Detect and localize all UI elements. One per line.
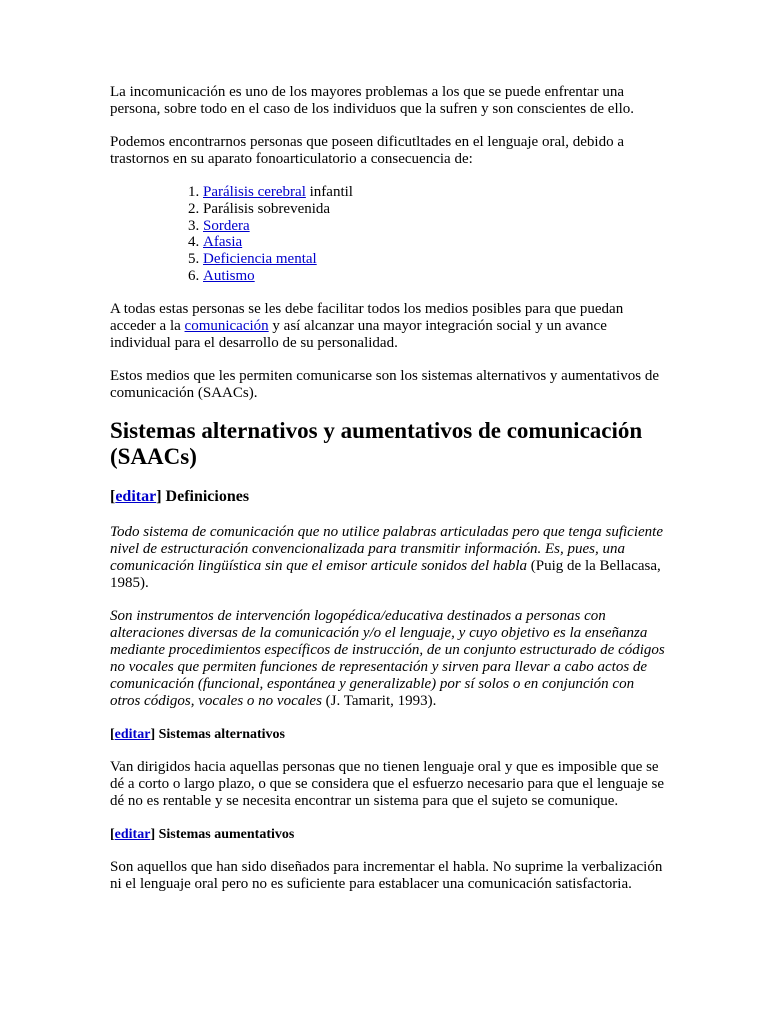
- intro-paragraph-1: La incomunicación es uno de los mayores problemas a los que se puede enfrentar una persona, sobre todo en el caso de los individuos que la sufren y son conscientes de ello.: [110, 84, 635, 117]
- link-paralisis-cerebral[interactable]: Parálisis cerebral: [203, 184, 306, 200]
- paragraph-3: [110, 301, 666, 352]
- definition-2: [110, 608, 666, 710]
- edit-link-alternativos[interactable]: editar: [114, 726, 151, 742]
- document-page: [110, 84, 666, 909]
- list-item-text: Parálisis sobrevenida: [203, 200, 331, 217]
- link-autismo[interactable]: Autismo: [203, 267, 255, 284]
- list-item: [203, 251, 666, 268]
- paragraph-4: Estos medios que les permiten comunicarse son los sistemas alternativos y aumentativos de comunicación (SAACs).: [110, 367, 660, 401]
- paragraph-3-after: y así alcanzar una mayor integración social y un avance individual para el desarrollo de su personalidad.: [110, 317, 607, 351]
- link-sordera[interactable]: Sordera: [203, 217, 250, 234]
- paragraph-3-before: A todas estas personas se les debe facilitar todos los medios posibles para que puedan acceder a la: [110, 300, 624, 334]
- heading-sistemas-aumentativos: [110, 826, 666, 843]
- alternativos-body: Van dirigidos hacia aquellas personas que no tienen lenguaje oral y que es imposible que se dé a corto o largo plazo, o que se considera que el esfuerzo necesario para que el lenguaje se dé no es rentable y se necesita encontrar un sistema para que el sujeto se comunique.: [110, 758, 665, 809]
- edit-link-definiciones[interactable]: editar: [115, 487, 157, 505]
- list-item: [203, 184, 666, 201]
- heading-title: Sistemas aumentativos: [155, 826, 295, 842]
- definition-1-citation: (Puig de la Bellacasa, 1985).: [110, 557, 661, 591]
- edit-link-aumentativos[interactable]: editar: [114, 826, 151, 842]
- link-afasia[interactable]: Afasia: [203, 234, 243, 251]
- definition-1-text: Todo sistema de comunicación que no utilice palabras articuladas pero que tenga suficiente nivel de estructuración convencionalizada para transmitir información. Es, pues, una comunicación lingüística sin que el emisor articule sonidos del habla: [110, 523, 663, 574]
- list-item: [203, 201, 666, 218]
- heading-definiciones: [110, 488, 666, 506]
- main-heading: Sistemas alternativos y aumentativos de comunicación (SAACs): [110, 417, 643, 469]
- intro-paragraph-2: Podemos encontrarnos personas que poseen dificutltades en el lenguaje oral, debido a trastornos en su aparato fonoarticulatorio a consecuencia de:: [110, 134, 625, 167]
- bracket-open: [: [110, 487, 116, 505]
- definition-2-text: Son instrumentos de intervención logopédica/educativa destinados a personas con alteraciones diversas de la comunicación y/o el lenguaje, y cuyo objetivo es la enseñanza mediante procedimientos específicos de instrucción, de un conjunto estructurado de códigos no vocales que permiten funciones de representación y sirven para llevar a cabo actos de comunicación (funcional, espontánea y generalizable) por sí solos o en conjunción con otros códigos, vocales o no vocales: [110, 607, 665, 709]
- bracket-open: [: [110, 826, 115, 842]
- definition-1: [110, 524, 666, 592]
- bracket-close: ]: [150, 726, 156, 742]
- bracket-close: ]: [156, 487, 162, 505]
- causes-list: [110, 184, 666, 285]
- definition-2-citation: (J. Tamarit, 1993).: [321, 692, 437, 709]
- list-item: [203, 268, 666, 285]
- link-deficiencia-mental[interactable]: Deficiencia mental: [203, 251, 317, 268]
- bracket-close: ]: [150, 826, 156, 842]
- list-item: [203, 218, 666, 235]
- aumentativos-body: Son aquellos que han sido diseñados para incrementar el habla. No suprime la verbalización ni el lenguaje oral pero no es suficiente para establacer una comunicación satisfactoria.: [110, 858, 663, 892]
- list-item-text: infantil: [305, 184, 353, 200]
- link-comunicacion[interactable]: comunicación: [184, 317, 269, 334]
- heading-sistemas-alternativos: [110, 726, 666, 743]
- heading-title: Sistemas alternativos: [155, 726, 285, 742]
- bracket-open: [: [110, 726, 115, 742]
- heading-title: Definiciones: [161, 487, 250, 505]
- list-item: [203, 234, 666, 251]
